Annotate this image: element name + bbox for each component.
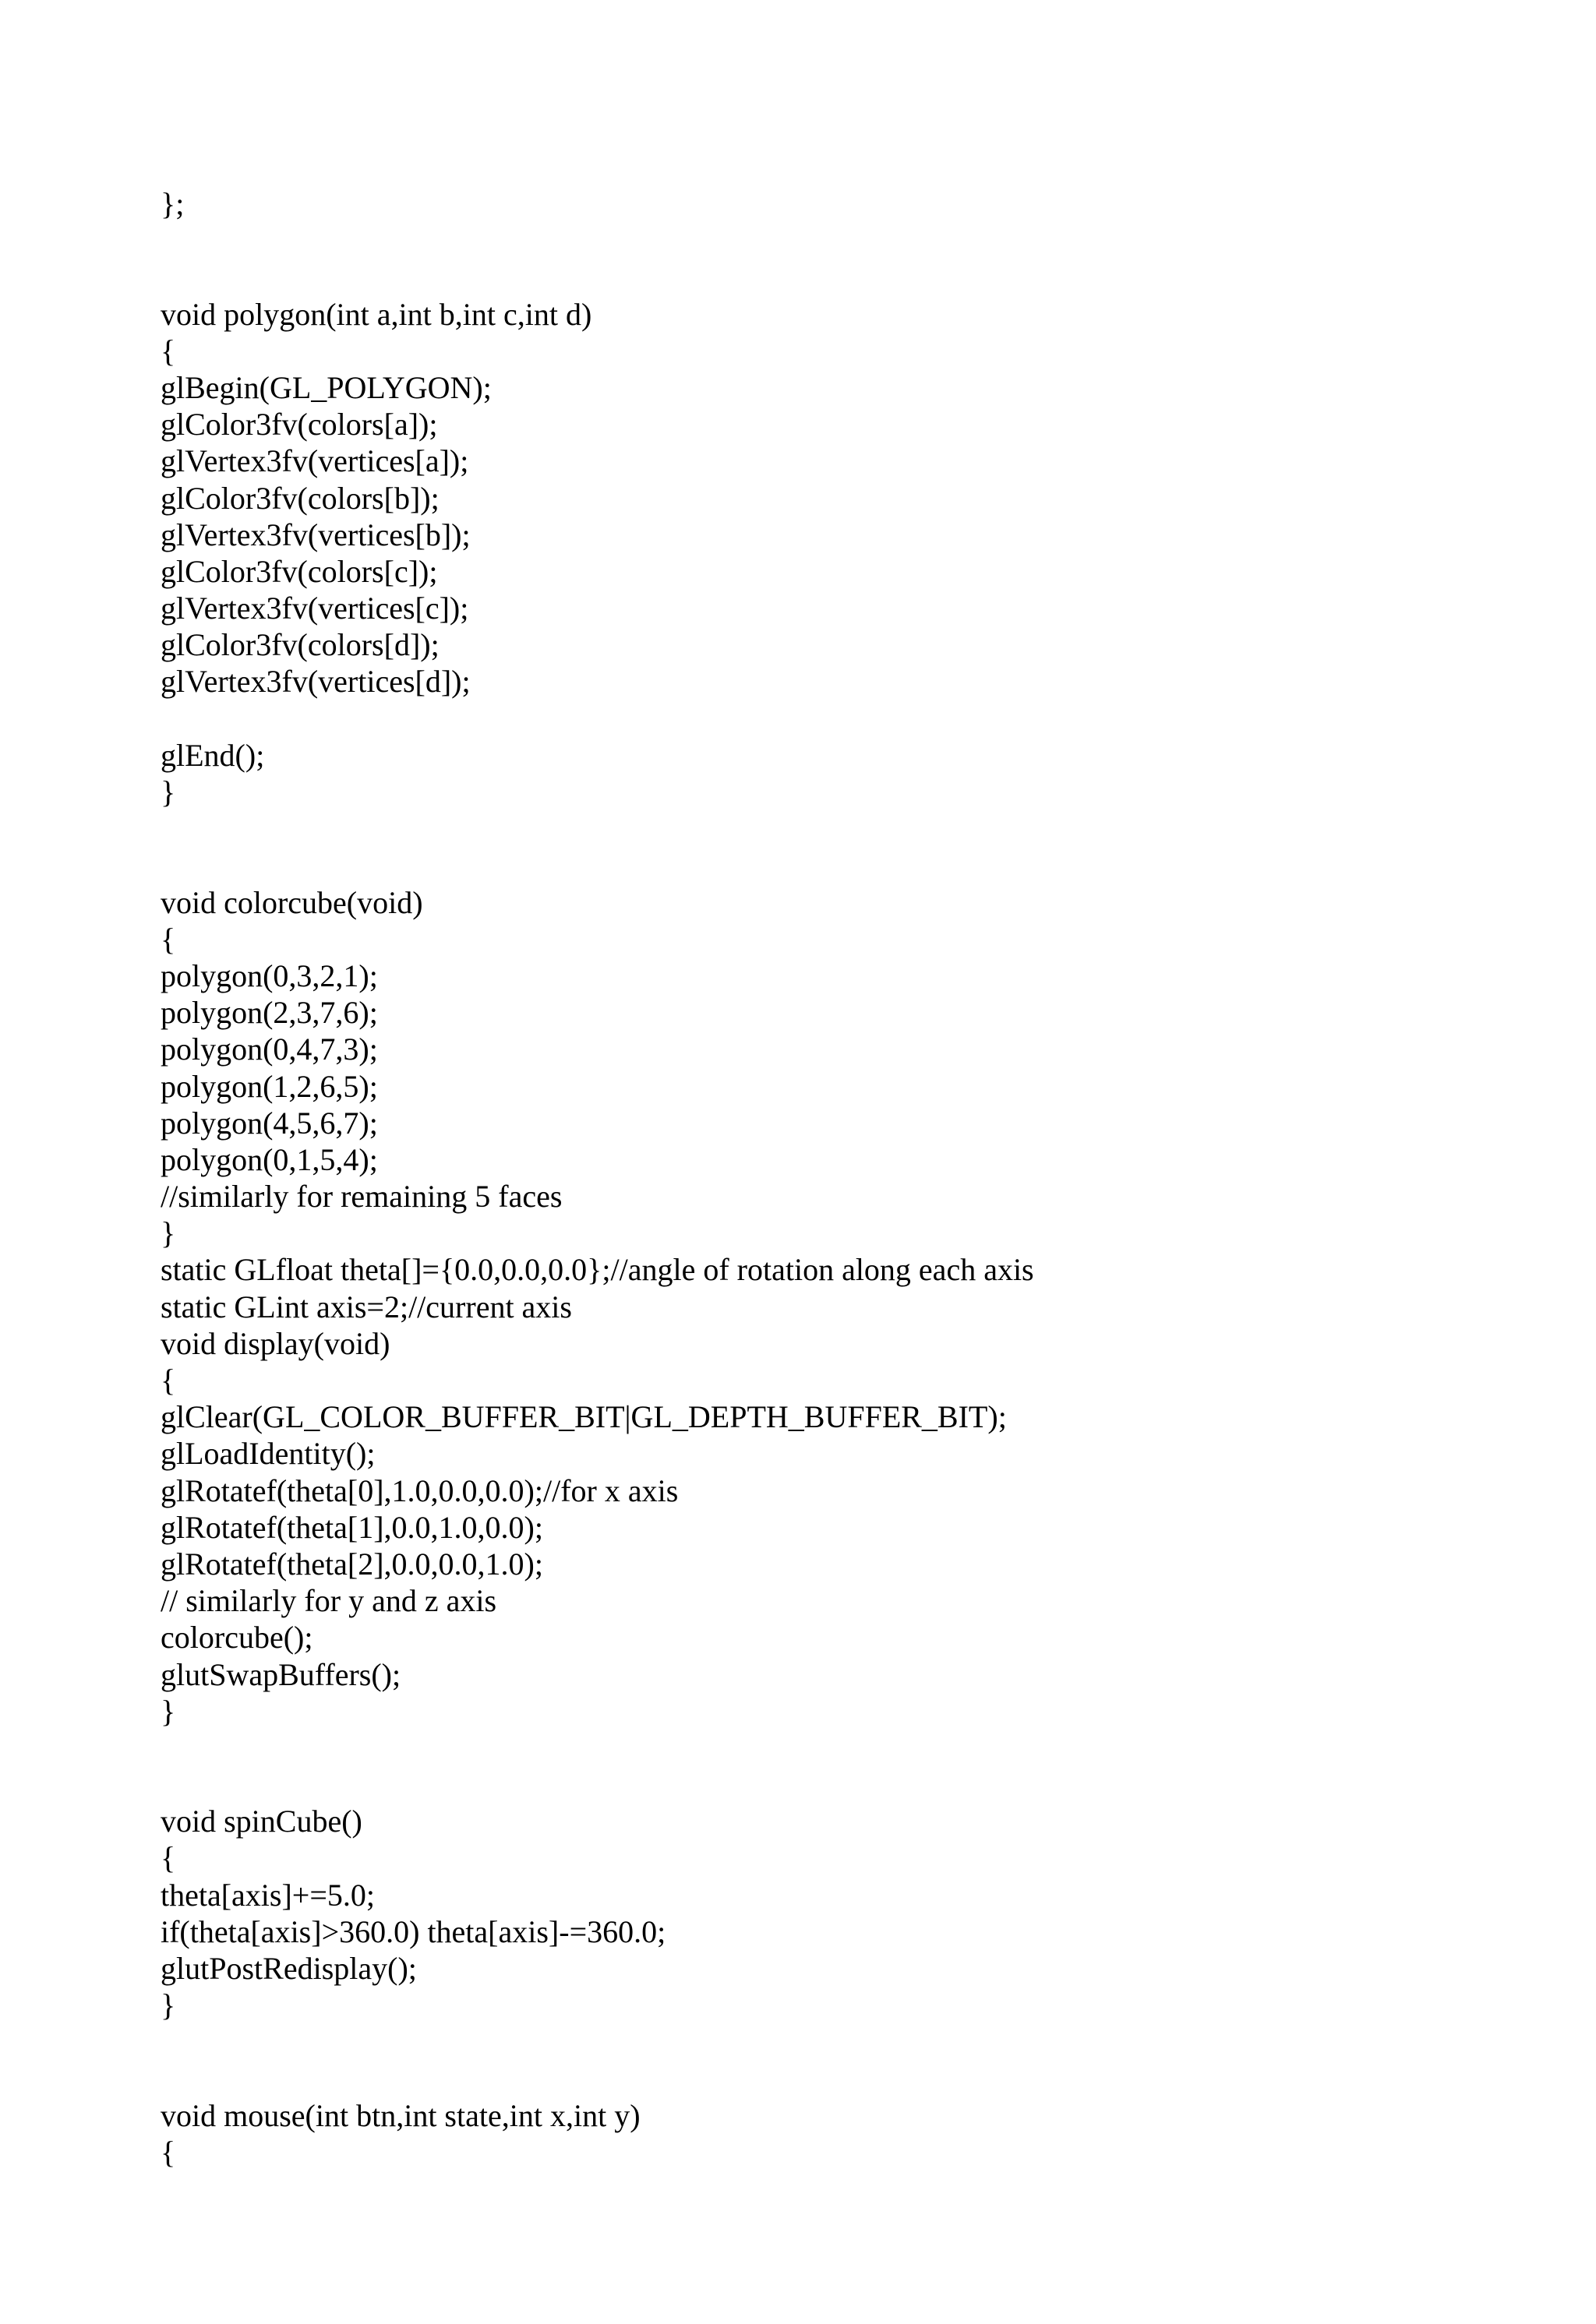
code-line: void colorcube(void) (161, 884, 423, 920)
code-line: if(theta[axis]>360.0) theta[axis]-=360.0; (161, 1913, 666, 1949)
code-line: glVertex3fv(vertices[a]); (161, 443, 469, 479)
code-line: { (161, 1840, 176, 1876)
code-line: glRotatef(theta[2],0.0,0.0,1.0); (161, 1546, 543, 1582)
code-line: glLoadIdentity(); (161, 1436, 376, 1472)
code-listing (161, 185, 1548, 2171)
code-line: glEnd(); (161, 737, 265, 773)
code-line: static GLfloat theta[]={0.0,0.0,0.0};//angle of rotation along each axis (161, 1252, 1034, 1288)
code-line: glVertex3fv(vertices[d]); (161, 664, 471, 700)
code-line: //similarly for remaining 5 faces (161, 1179, 563, 1215)
code-line: glClear(GL_COLOR_BUFFER_BIT|GL_DEPTH_BUFFER_BIT); (161, 1399, 1007, 1435)
code-line: glColor3fv(colors[c]); (161, 553, 438, 589)
code-line: polygon(4,5,6,7); (161, 1105, 378, 1141)
blank-line (161, 259, 1548, 295)
code-line: glColor3fv(colors[d]); (161, 627, 440, 663)
code-line: } (161, 774, 176, 809)
code-line: colorcube(); (161, 1620, 313, 1656)
code-line: glColor3fv(colors[b]); (161, 480, 440, 516)
code-line: static GLint axis=2;//current axis (161, 1289, 572, 1324)
code-line: glRotatef(theta[0],1.0,0.0,0.0);//for x axis (161, 1472, 679, 1508)
code-line: polygon(1,2,6,5); (161, 1068, 378, 1104)
blank-line (161, 1730, 1548, 1766)
code-line: theta[axis]+=5.0; (161, 1877, 376, 1913)
code-line: polygon(0,1,5,4); (161, 1141, 378, 1177)
code-line: glVertex3fv(vertices[c]); (161, 591, 469, 626)
code-line: void mouse(int btn,int state,int x,int y) (161, 2097, 641, 2133)
code-line: { (161, 333, 176, 369)
code-line: } (161, 1987, 176, 2023)
code-line: // similarly for y and z axis (161, 1583, 497, 1619)
code-line: { (161, 1363, 176, 1398)
blank-line (161, 810, 1548, 847)
blank-line (161, 700, 1548, 737)
blank-line (161, 1766, 1548, 1803)
code-line: glutPostRedisplay(); (161, 1951, 417, 1986)
code-line: glBegin(GL_POLYGON); (161, 369, 492, 405)
blank-line (161, 222, 1548, 259)
code-line: { (161, 2134, 176, 2170)
blank-line (161, 2023, 1548, 2060)
code-line: } (161, 1215, 176, 1251)
code-line: polygon(2,3,7,6); (161, 995, 378, 1031)
code-line: void display(void) (161, 1325, 390, 1361)
code-line: { (161, 921, 176, 957)
blank-line (161, 847, 1548, 883)
code-line: glVertex3fv(vertices[b]); (161, 517, 471, 552)
code-line: void spinCube() (161, 1804, 362, 1839)
code-line: void polygon(int a,int b,int c,int d) (161, 296, 592, 332)
code-line: }; (161, 186, 185, 221)
blank-line (161, 2061, 1548, 2097)
code-line: polygon(0,4,7,3); (161, 1032, 378, 1067)
code-line: polygon(0,3,2,1); (161, 957, 378, 993)
code-line: } (161, 1693, 176, 1729)
code-line: glutSwapBuffers(); (161, 1656, 401, 1692)
code-line: glColor3fv(colors[a]); (161, 407, 438, 443)
code-line: glRotatef(theta[1],0.0,1.0,0.0); (161, 1509, 543, 1545)
